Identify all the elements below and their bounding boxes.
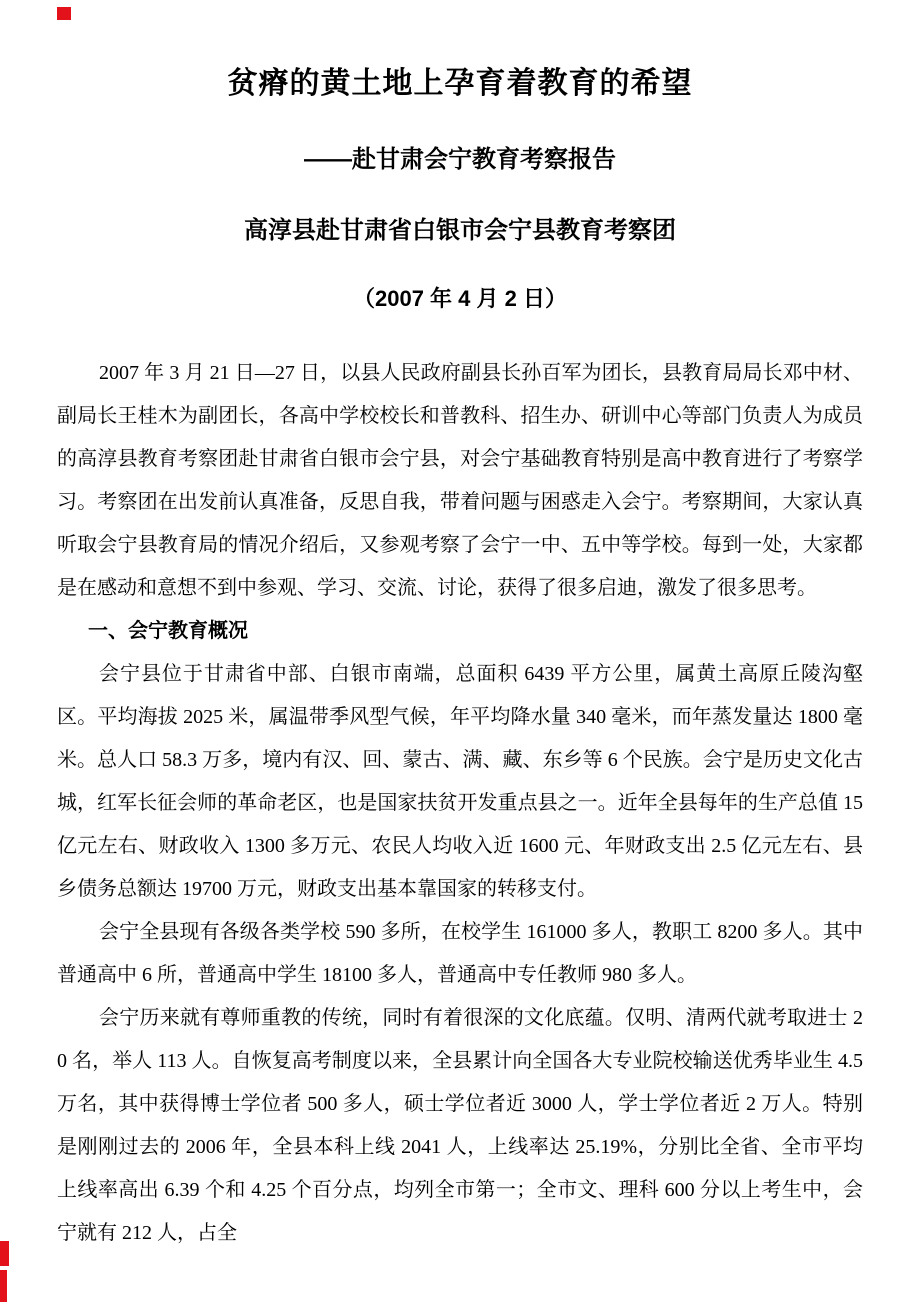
red-annotation-mark-bottom-2 [0,1270,7,1302]
section-heading-1: 一、会宁教育概况 [88,619,248,642]
paragraph-county-overview: 会宁县位于甘肃省中部、白银市南端，总面积 6439 平方公里，属黄土高原丘陵沟壑区。平均海拔 2025 米，属温带季风型气候，年平均降水量 340 毫米，而年蒸发量达 1800 毫米。总人口 58.3 万多，境内有汉、回、蒙古、满、藏、东乡等 6 个民族。会宁是历史文化古城，红军长征会师的革命老区，也是国家扶贫开发重点县之一。近年全县每年的生产总值 15 亿元左右、财政收入 1300 多万元、农民人均收入近 1600 元、年财政支出 2.5 亿元左右、县乡债务总额达 19700 万元，财政支出基本靠国家的转移支付。 [57,662,863,900]
paragraph-intro: 2007 年 3 月 21 日—27 日，以县人民政府副县长孙百军为团长，县教育局局长邓中材、副局长王桂木为副团长，各高中学校校长和普教科、招生办、研训中心等部门负责人为成员的高淳县教育考察团赴甘肃省白银市会宁县，对会宁基础教育特别是高中教育进行了考察学习。考察团在出发前认真准备，反思自我，带着问题与困惑走入会宁。考察期间，大家认真听取会宁县教育局的情况介绍后，又参观考察了会宁一中、五中等学校。每到一处，大家都是在感动和意想不到中参观、学习、交流、讨论，获得了很多启迪，激发了很多思考。 [57,361,863,599]
paragraph-education-tradition: 会宁历来就有尊师重教的传统，同时有着很深的文化底蕴。仅明、清两代就考取进士 20 名，举人 113 人。自恢复高考制度以来，全县累计向全国各大专业院校输送优秀毕业生 4.5 万名，其中获得博士学位者 500 多人，硕士学位者近 3000 人，学士学位者近 2 万人。特别是刚刚过去的 2006 年，全县本科上线 2041 人，上线率达 25.19%，分别比全省、全市平均上线率高出 6.39 个和 4.25 个百分点，均列全市第一；全市文、理科 600 分以上考生中，会宁就有 212 人，占全 [57,1006,863,1244]
document-title: 贫瘠的黄土地上孕育着教育的希望 [227,67,693,100]
red-annotation-mark-bottom-1 [0,1241,9,1266]
date-line: （2007 年 4 月 2 日） [353,285,567,311]
document-subtitle: ——赴甘肃会宁教育考察报告 [304,146,616,173]
paragraph-school-stats: 会宁全县现有各级各类学校 590 多所，在校学生 161000 多人，教职工 8200 多人。其中普通高中 6 所，普通高中学生 18100 多人，普通高中专任教师 980 多人。 [57,920,863,986]
document-body [57,352,863,1255]
delegation-line: 高淳县赴甘肃省白银市会宁县教育考察团 [244,216,676,244]
red-annotation-mark-top [57,7,71,20]
